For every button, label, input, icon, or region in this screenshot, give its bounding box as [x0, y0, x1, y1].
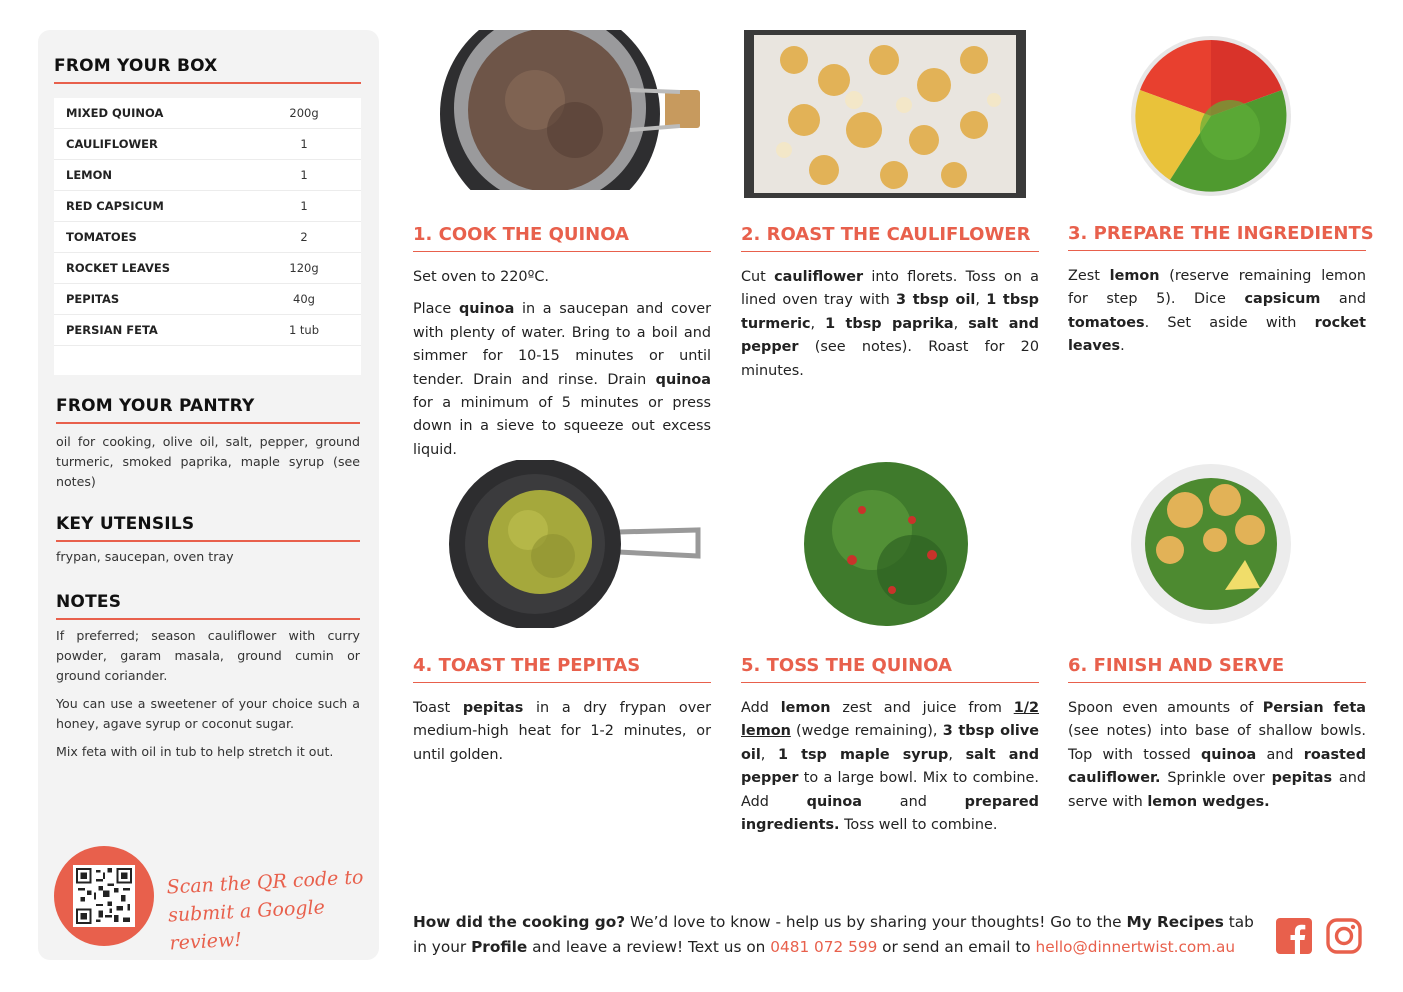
text-run: Cut — [741, 269, 775, 285]
text-run: and — [861, 793, 965, 810]
footer-question: How did the cooking go? — [413, 913, 626, 931]
step-paragraph — [413, 298, 711, 462]
text-run: (reserve remaining lemon for step 5). Dice — [1068, 268, 1366, 308]
emphasis: 1 tsp maple syrup — [778, 746, 949, 763]
text-run: in a saucepan and cover with plenty of water. Bring to a boil and simmer for 10-15 minutes or until tender. Drain and rinse. Drain — [413, 301, 711, 388]
step-text — [1068, 265, 1366, 359]
text-run: , — [975, 292, 987, 309]
text-run: Zest — [1068, 268, 1110, 284]
qr-caption — [166, 863, 381, 958]
utensils-text: frypan, saucepan, oven tray — [56, 549, 234, 564]
ingredient-row — [54, 253, 361, 284]
text-run: and — [1256, 746, 1304, 763]
notes-text — [56, 626, 360, 770]
text-run: Spoon even amounts of — [1068, 700, 1263, 716]
ingredient-qty: 2 — [300, 230, 308, 244]
ingredient-row — [54, 284, 361, 315]
email-link[interactable]: hello@dinnertwist.com.au — [1035, 938, 1236, 956]
emphasis: prepared ingredients. — [741, 793, 1039, 834]
step-paragraph — [413, 266, 711, 289]
step-5 — [741, 655, 1039, 846]
note-item: If preferred; season cauliflower with curry powder, garam masala, ground cumin or ground coriander. — [56, 628, 360, 683]
step-title: 6. FINISH AND SERVE — [1068, 655, 1366, 683]
ingredients-sidebar — [38, 30, 379, 960]
step-title: 1. COOK THE QUINOA — [413, 224, 711, 252]
emphasis: lemon — [780, 700, 831, 716]
ingredient-qty: 200g — [289, 106, 319, 120]
text-run: , — [810, 315, 826, 332]
ingredient-name: RED CAPSICUM — [66, 199, 164, 213]
emphasis: rocket leaves — [1068, 314, 1366, 355]
footer-text: and leave a review! Text us on — [527, 938, 771, 956]
pantry-text: oil for cooking, olive oil, salt, pepper, ground turmeric, smoked paprika, maple syrup (see notes) — [56, 434, 360, 489]
step-6 — [1068, 655, 1366, 823]
finished-bowl-photo — [1130, 460, 1292, 628]
text-run: Place — [413, 301, 459, 318]
text-run: Toast — [413, 700, 463, 716]
step-text — [413, 266, 711, 462]
text-run: (wedge remaining), — [790, 723, 943, 740]
prepared-ingredients-photo — [1130, 30, 1292, 198]
text-run: Toss well to combine. — [839, 817, 998, 834]
profile-link[interactable]: Profile — [471, 938, 528, 956]
ingredient-row — [54, 191, 361, 222]
ingredient-name: MIXED QUINOA — [66, 106, 164, 120]
emphasis: salt and pepper — [741, 746, 1039, 787]
step-4 — [413, 655, 711, 776]
footer-text: tab in your — [413, 913, 1254, 956]
ingredient-table — [54, 98, 361, 375]
note-item: Mix feta with oil in tub to help stretch it out. — [56, 744, 334, 759]
ingredient-row — [54, 222, 361, 253]
ingredient-name: TOMATOES — [66, 230, 137, 244]
step-title: 4. TOAST THE PEPITAS — [413, 655, 711, 683]
text-run: to a large bowl. Mix to combine. Add — [741, 770, 1039, 810]
text-run: zest and juice from — [830, 700, 1014, 716]
step-title: 3. PREPARE THE INGREDIENTS — [1068, 223, 1366, 251]
emphasis: salt and pepper — [741, 315, 1039, 356]
roasted-cauliflower-photo — [744, 30, 1026, 198]
emphasis: 1 tbsp turmeric — [741, 292, 1039, 332]
step-text — [1068, 697, 1366, 814]
text-run: into florets. Toss on a lined oven tray with — [741, 269, 1039, 309]
text-run: (see notes). Roast for 20 minutes. — [741, 339, 1039, 379]
ingredient-row — [54, 129, 361, 160]
emphasis: lemon wedges. — [1147, 793, 1270, 810]
ingredient-qty: 40g — [293, 292, 315, 306]
step-paragraph — [413, 697, 711, 767]
utensils-heading: KEY UTENSILS — [56, 514, 360, 542]
emphasis: tomatoes — [1068, 314, 1145, 331]
tossed-quinoa-photo — [802, 460, 970, 628]
toasted-pepitas-photo — [448, 460, 702, 628]
step-3 — [1068, 223, 1374, 368]
ingredient-name: PERSIAN FETA — [66, 323, 158, 337]
ingredient-qty: 1 tub — [288, 323, 320, 337]
step-title: 2. ROAST THE CAULIFLOWER — [741, 224, 1039, 252]
text-run: and serve with — [1068, 770, 1366, 810]
ingredient-qty: 120g — [289, 261, 319, 275]
text-run: Set oven to 220ºC. — [413, 269, 549, 285]
step-text — [741, 697, 1039, 837]
ingredient-qty: 1 — [300, 168, 308, 182]
emphasis: 1 tbsp paprika — [825, 315, 954, 332]
text-run: , — [948, 746, 966, 763]
qr-badge[interactable] — [54, 846, 154, 946]
step-2 — [741, 224, 1039, 392]
footer-text: or send an email to — [877, 938, 1036, 956]
ingredient-name: PEPITAS — [66, 292, 120, 306]
ingredient-name: ROCKET LEAVES — [66, 261, 171, 275]
emphasis: quinoa — [806, 793, 862, 810]
ingredient-qty: 1 — [300, 199, 308, 213]
step-text — [741, 266, 1039, 383]
text-run: . — [1120, 338, 1125, 355]
emphasis: roasted cauliflower. — [1068, 746, 1366, 787]
footer-text: We’d love to know - help us by sharing your thoughts! Go to the — [625, 913, 1127, 931]
text-run: , — [953, 315, 969, 332]
emphasis: quinoa — [458, 301, 515, 318]
ingredient-row — [54, 315, 361, 346]
text-run: (see notes) into base of shallow bowls. Top with tossed — [1068, 723, 1366, 763]
emphasis: Persian feta — [1262, 700, 1366, 716]
phone-link[interactable]: 0481 072 599 — [770, 938, 878, 956]
ingredient-name: LEMON — [66, 168, 113, 182]
emphasis: 3 tbsp oil — [896, 292, 976, 309]
step-1 — [413, 224, 711, 471]
emphasis: quinoa — [655, 371, 711, 388]
emphasis: pepitas — [462, 700, 524, 716]
from-your-box-heading: FROM YOUR BOX — [54, 56, 361, 84]
step-text — [413, 697, 711, 767]
review-footer — [413, 910, 1263, 960]
note-item: You can use a sweetener of your choice such a honey, agave syrup or coconut sugar. — [56, 696, 360, 731]
text-run: , — [760, 746, 778, 763]
emphasis: lemon — [1109, 268, 1160, 284]
text-run: in a dry frypan over medium-high heat for 1-2 minutes, or until golden. — [413, 700, 711, 763]
qr-caption-line: Scan the QR code to — [166, 866, 364, 899]
emphasis: capsicum — [1244, 291, 1321, 308]
my-recipes-link[interactable]: My Recipes — [1126, 913, 1224, 931]
text-run: and — [1320, 291, 1367, 308]
pantry-heading: FROM YOUR PANTRY — [56, 396, 360, 424]
emphasis: pepitas — [1271, 770, 1333, 787]
step-paragraph — [741, 266, 1039, 383]
qr-code-icon[interactable] — [73, 865, 135, 927]
emphasis: quinoa — [1200, 746, 1257, 763]
ingredient-row — [54, 98, 361, 129]
emphasis: cauliflower — [774, 269, 864, 285]
text-run: Add — [741, 700, 781, 716]
step-title: 5. TOSS THE QUINOA — [741, 655, 1039, 683]
notes-heading: NOTES — [56, 592, 360, 620]
text-run: for a minimum of 5 minutes or press down in a sieve to squeeze out excess liquid. — [413, 395, 711, 458]
text-run: . Set aside with — [1144, 314, 1315, 331]
quinoa-sieve-photo — [440, 30, 702, 198]
qr-caption-line: submit a Google review! — [167, 896, 326, 955]
step-paragraph — [741, 697, 1039, 837]
step-paragraph — [1068, 265, 1366, 359]
emphasis: 3 tbsp olive oil — [741, 723, 1039, 763]
emphasis-underline: 1/2 lemon — [741, 700, 1039, 740]
ingredient-row — [54, 160, 361, 191]
ingredient-name: CAULIFLOWER — [66, 137, 158, 151]
step-paragraph — [1068, 697, 1366, 814]
ingredient-qty: 1 — [300, 137, 308, 151]
text-run: Sprinkle over — [1160, 770, 1272, 787]
instagram-icon[interactable] — [1326, 918, 1362, 954]
facebook-icon[interactable] — [1276, 918, 1312, 954]
